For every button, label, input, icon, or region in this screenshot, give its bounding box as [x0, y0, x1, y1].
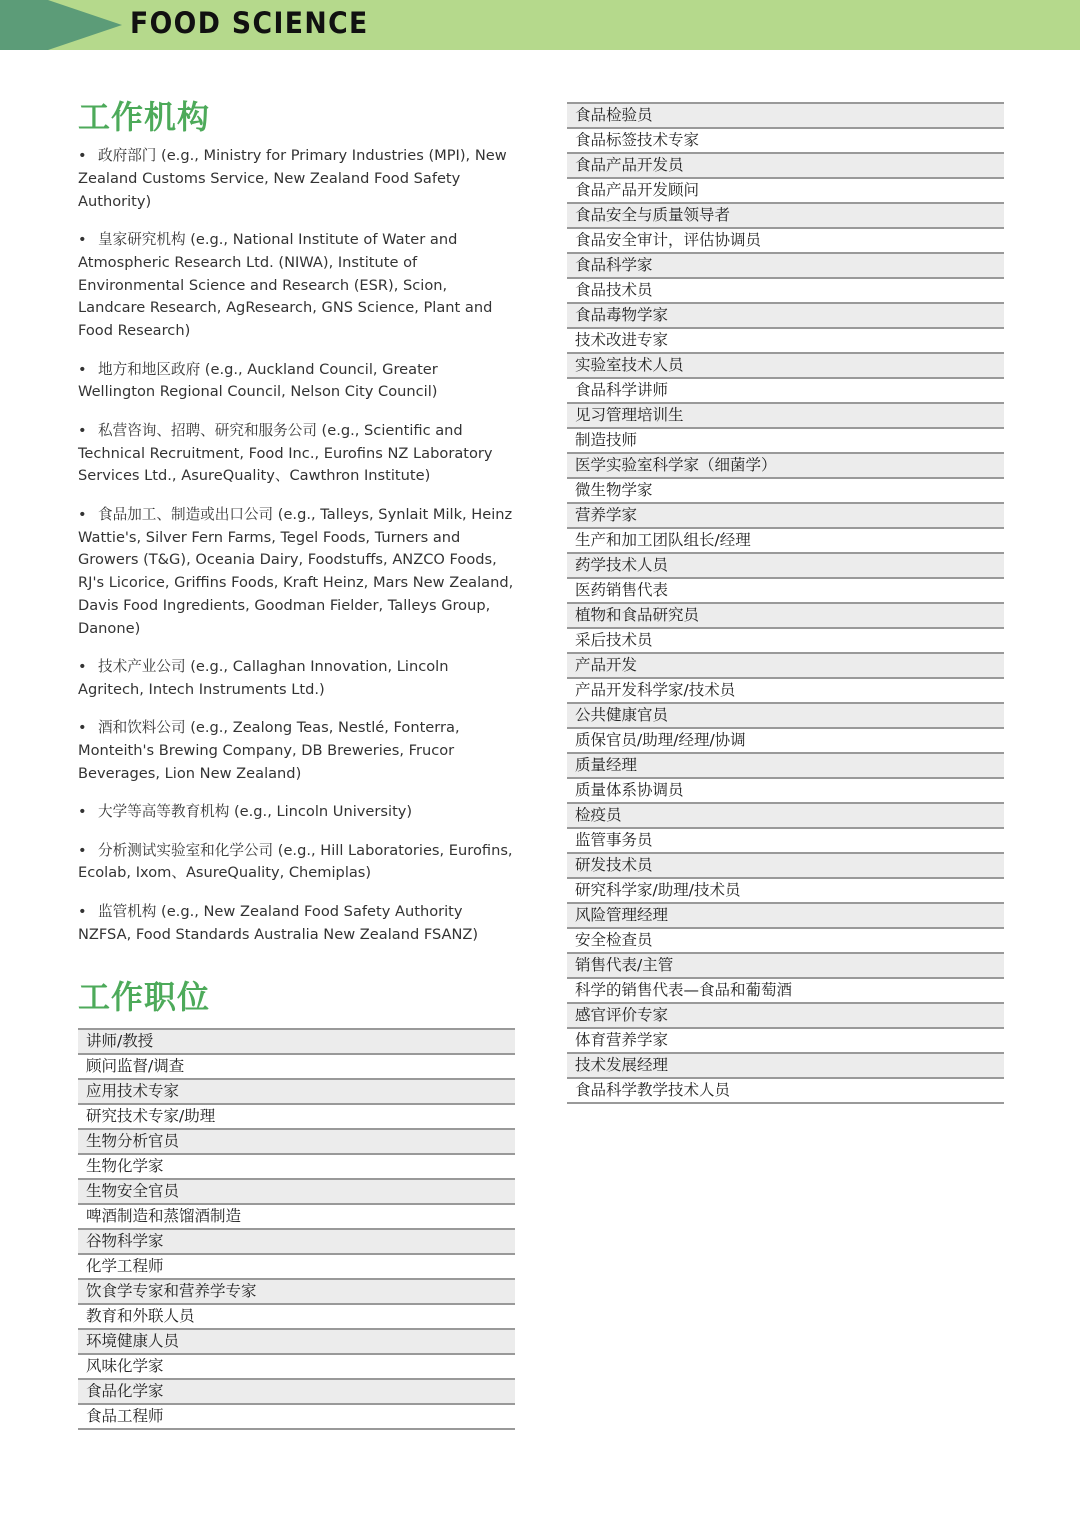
- employer-text: 皇家研究机构 (e.g., National Institute of Water and Atmospheric Research Ltd. (NIWA), Institute of Environmental Science and Research (ESR), Scion, Landcare Research, AgResearch, GNS Science, Plant and Food Research): [78, 230, 493, 340]
- employer-item: [78, 840, 518, 886]
- employer-text: 监管机构 (e.g., New Zealand Food Safety Authority NZFSA, Food Standards Australia New Zealand FSANZ): [78, 902, 479, 943]
- position-row: 实验室技术人员: [567, 354, 1004, 379]
- position-row: 制造技师: [567, 429, 1004, 454]
- employer-text: 私营咨询、招聘、研究和服务公司 (e.g., Scientific and Technical Recruitment, Food Inc., Eurofins NZ Laboratory Services Ltd., AsureQuality、Cawthron Institute): [78, 421, 493, 485]
- employer-text: 技术产业公司 (e.g., Callaghan Innovation, Lincoln Agritech, Intech Instruments Ltd.): [78, 658, 449, 698]
- position-row: 医学实验室科学家（细菌学）: [567, 454, 1004, 479]
- position-row: 生产和加工团队组长/经理: [567, 529, 1004, 554]
- bullet-glyph: •: [78, 147, 87, 164]
- position-row: 植物和食品研究员: [567, 604, 1004, 629]
- position-row: 食品毒物学家: [567, 304, 1004, 329]
- position-row: 讲师/教授: [78, 1030, 515, 1055]
- position-row: 食品标签技术专家: [567, 129, 1004, 154]
- employer-text: 地方和地区政府 (e.g., Auckland Council, Greater Wellington Regional Council, Nelson City Council): [78, 360, 438, 401]
- bullet-glyph: •: [78, 902, 87, 920]
- position-row: 微生物学家: [567, 479, 1004, 504]
- employer-item: [78, 717, 518, 785]
- employer-text: 食品加工、制造或出口公司 (e.g., Talleys, Synlait Milk, Heinz Wattie's, Silver Fern Farms, Tegel Foods, Turners and Growers (T&G), Oceania Dairy, Foodstuffs, ANZCO Foods, RJ's Licorice, Griffins Foods, Kraft Heinz, Mars New Zealand, Davis Food Ingredients, Goodman Fielder, Talleys Group, Danone): [78, 505, 514, 637]
- position-row: 感官评价专家: [567, 1004, 1004, 1029]
- position-row: 风味化学家: [78, 1355, 515, 1380]
- position-row: 谷物科学家: [78, 1230, 515, 1255]
- position-row: 医药销售代表: [567, 579, 1004, 604]
- employer-item: [78, 504, 518, 641]
- employer-text: 酒和饮料公司 (e.g., Zealong Teas, Nestlé, Fonterra, Monteith's Brewing Company, DB Breweries, Frucor Beverages, Lion New Zealand): [78, 719, 460, 782]
- position-row: 生物安全官员: [78, 1180, 515, 1205]
- position-row: 见习管理培训生: [567, 404, 1004, 429]
- positions-table-left: [78, 1028, 515, 1430]
- position-row: 应用技术专家: [78, 1080, 515, 1105]
- position-row: 产品开发: [567, 654, 1004, 679]
- position-row: 采后技术员: [567, 629, 1004, 654]
- position-row: 食品产品开发员: [567, 154, 1004, 179]
- bullet-glyph: •: [78, 421, 87, 439]
- position-row: 安全检查员: [567, 929, 1004, 954]
- bullet-glyph: •: [78, 658, 87, 676]
- position-row: 质保官员/助理/经理/协调: [567, 729, 1004, 754]
- position-row: 科学的销售代表—食品和葡萄酒: [567, 979, 1004, 1004]
- position-row: 化学工程师: [78, 1255, 515, 1280]
- positions-table-right: [567, 102, 1004, 1104]
- employer-text: 分析测试实验室和化学公司 (e.g., Hill Laboratories, Eurofins, Ecolab, Ixom、AsureQuality, Chemiplas): [78, 841, 513, 882]
- position-row: 教育和外联人员: [78, 1305, 515, 1330]
- bullet-glyph: •: [78, 230, 87, 248]
- employer-item: [78, 901, 518, 947]
- position-row: 食品科学讲师: [567, 379, 1004, 404]
- position-row: 监管事务员: [567, 829, 1004, 854]
- position-row: 环境健康人员: [78, 1330, 515, 1355]
- bullet-glyph: •: [78, 360, 87, 378]
- page-header: [0, 0, 1080, 50]
- positions-title: 工作职位: [78, 978, 211, 1016]
- position-row: 营养学家: [567, 504, 1004, 529]
- position-row: 研究科学家/助理/技术员: [567, 879, 1004, 904]
- position-row: 技术发展经理: [567, 1054, 1004, 1079]
- position-row: 食品工程师: [78, 1405, 515, 1430]
- position-row: 食品产品开发顾问: [567, 179, 1004, 204]
- position-row: 技术改进专家: [567, 329, 1004, 354]
- employer-item: [78, 359, 518, 405]
- header-tab-arrow: [48, 0, 122, 50]
- employer-item: [78, 801, 518, 824]
- position-row: 食品检验员: [567, 104, 1004, 129]
- position-row: 研究技术专家/助理: [78, 1105, 515, 1130]
- position-row: 顾问监督/调查: [78, 1055, 515, 1080]
- employer-item: [78, 229, 518, 343]
- bullet-glyph: •: [78, 719, 87, 737]
- position-row: 公共健康官员: [567, 704, 1004, 729]
- position-row: 销售代表/主管: [567, 954, 1004, 979]
- position-row: 风险管理经理: [567, 904, 1004, 929]
- employer-item: [78, 420, 518, 488]
- employer-item: [78, 145, 518, 213]
- position-row: 产品开发科学家/技术员: [567, 679, 1004, 704]
- position-row: 食品科学教学技术人员: [567, 1079, 1004, 1104]
- position-row: 研发技术员: [567, 854, 1004, 879]
- employers-title: 工作机构: [78, 98, 211, 136]
- header-tab-accent: [0, 0, 48, 50]
- employer-text: 大学等高等教育机构 (e.g., Lincoln University): [98, 803, 413, 821]
- position-row: 食品化学家: [78, 1380, 515, 1405]
- bullet-glyph: •: [78, 803, 87, 821]
- position-row: 食品安全与质量领导者: [567, 204, 1004, 229]
- position-row: 啤酒制造和蒸馏酒制造: [78, 1205, 515, 1230]
- position-row: 食品科学家: [567, 254, 1004, 279]
- employers-list: [78, 145, 518, 962]
- position-row: 药学技术人员: [567, 554, 1004, 579]
- position-row: 食品安全审计，评估协调员: [567, 229, 1004, 254]
- position-row: 体育营养学家: [567, 1029, 1004, 1054]
- position-row: 食品技术员: [567, 279, 1004, 304]
- position-row: 生物分析官员: [78, 1130, 515, 1155]
- bullet-glyph: •: [78, 505, 87, 523]
- position-row: 饮食学专家和营养学专家: [78, 1280, 515, 1305]
- header-title: FOOD SCIENCE: [130, 6, 369, 40]
- bullet-glyph: •: [78, 841, 87, 859]
- employer-item: [78, 656, 518, 702]
- employer-text: 政府部门 (e.g., Ministry for Primary Industries (MPI), New Zealand Customs Service, New Zealand Food Safety Authority): [78, 147, 507, 210]
- position-row: 质量体系协调员: [567, 779, 1004, 804]
- position-row: 检疫员: [567, 804, 1004, 829]
- position-row: 生物化学家: [78, 1155, 515, 1180]
- position-row: 质量经理: [567, 754, 1004, 779]
